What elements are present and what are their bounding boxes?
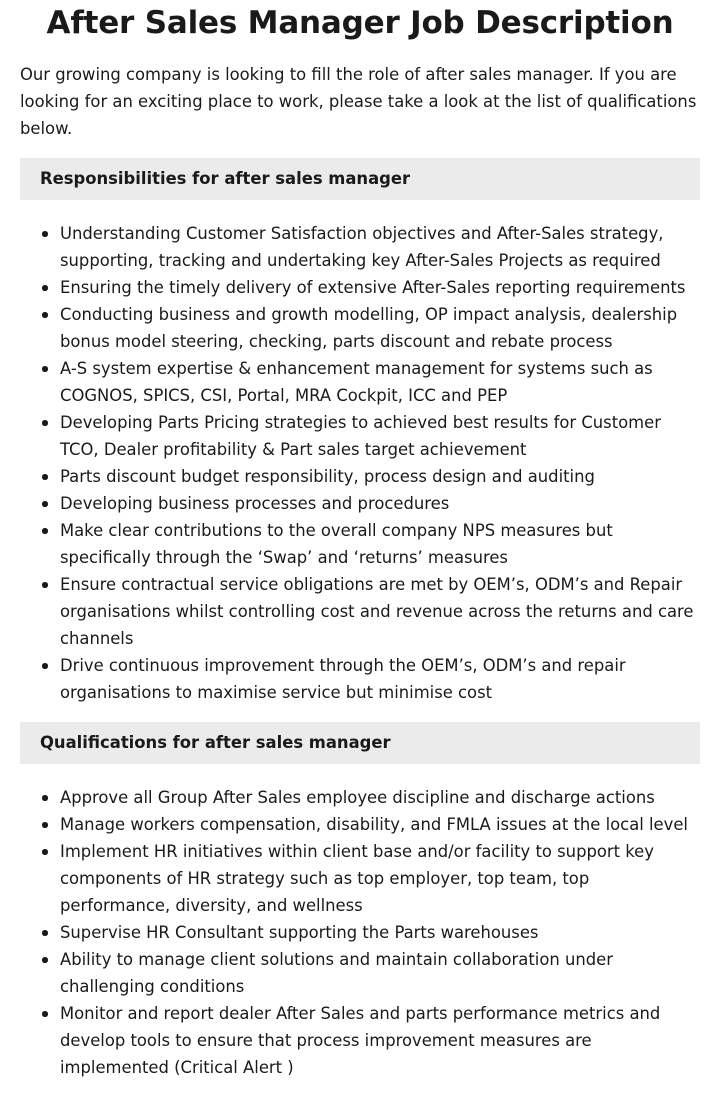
qualifications-list: [20, 784, 700, 1081]
list-item: Ensuring the timely delivery of extensive After-Sales reporting requirements: [20, 274, 700, 301]
list-item: Monitor and report dealer After Sales and parts performance metrics and develop tools to ensure that process improvement measures are implemented (Critical Alert ): [20, 1000, 700, 1081]
page-title: After Sales Manager Job Description: [46, 5, 674, 41]
list-item: Implement HR initiatives within client base and/or facility to support key components of HR strategy such as top employer, top team, top performance, diversity, and wellness: [20, 838, 700, 919]
list-item: Make clear contributions to the overall company NPS measures but specifically through the ‘Swap’ and ‘returns’ measures: [20, 517, 700, 571]
responsibilities-list: [20, 220, 700, 706]
list-item: Understanding Customer Satisfaction objectives and After-Sales strategy, supporting, tracking and undertaking key After-Sales Projects as required: [20, 220, 700, 274]
qualifications-heading: Qualifications for after sales manager: [20, 722, 700, 764]
list-item: Supervise HR Consultant supporting the Parts warehouses: [20, 919, 700, 946]
intro-paragraph: Our growing company is looking to fill the role of after sales manager. If you are looking for an exciting place to work, please take a look at the list of qualifications below.: [20, 65, 697, 138]
list-item: A-S system expertise & enhancement management for systems such as COGNOS, SPICS, CSI, Portal, MRA Cockpit, ICC and PEP: [20, 355, 700, 409]
list-item: Parts discount budget responsibility, process design and auditing: [20, 463, 700, 490]
list-item: Approve all Group After Sales employee discipline and discharge actions: [20, 784, 700, 811]
responsibilities-heading: Responsibilities for after sales manager: [20, 158, 700, 200]
list-item: Conducting business and growth modelling, OP impact analysis, dealership bonus model steering, checking, parts discount and rebate process: [20, 301, 700, 355]
list-item: Developing business processes and procedures: [20, 490, 700, 517]
list-item: Developing Parts Pricing strategies to achieved best results for Customer TCO, Dealer profitability & Part sales target achievement: [20, 409, 700, 463]
list-item: Manage workers compensation, disability, and FMLA issues at the local level: [20, 811, 700, 838]
list-item: Drive continuous improvement through the OEM’s, ODM’s and repair organisations to maximise service but minimise cost: [20, 652, 700, 706]
list-item: Ensure contractual service obligations are met by OEM’s, ODM’s and Repair organisations whilst controlling cost and revenue across the returns and care channels: [20, 571, 700, 652]
list-item: Ability to manage client solutions and maintain collaboration under challenging conditions: [20, 946, 700, 1000]
